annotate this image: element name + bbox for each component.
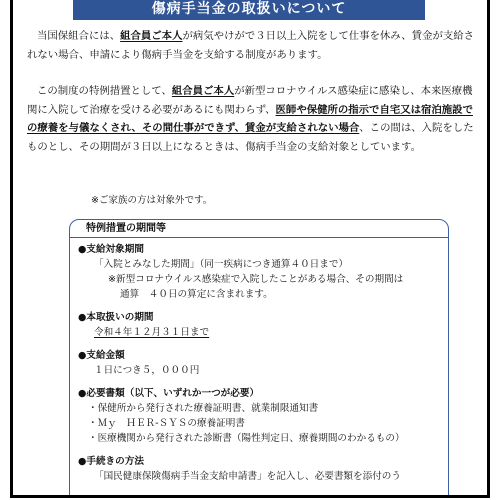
section-amount-line1: １日につき５，０００円	[94, 365, 200, 376]
box-heading: 特例措置の期間等	[70, 220, 448, 238]
section-duration-line1: 令和４年１２月３１日まで	[94, 327, 210, 338]
para2-underline1: 組合員ご本人	[171, 85, 235, 97]
section-period-line3: 通算 ４０日の算定に含まれます。	[120, 289, 273, 300]
section-period-line1: 「入院とみなした期間」（同一疾病につき通算４０日まで）	[94, 259, 349, 270]
section-period-label: ●支給対象期間	[78, 244, 144, 255]
section-documents-line2: ・Ｍｙ ＨＥＲ-ＳＹＳの療養証明書	[88, 418, 245, 429]
para2-rest: 、この間は、入院をしたものとし、その期間が３日以上になるときは、傷病手当金の支給対象としています。	[27, 122, 474, 153]
section-documents-label: ●必要書類（以下、いずれか一つが必要）	[78, 388, 260, 399]
section-period-line2: ※新型コロナウイルス感染症で入院したことがある場合、その期間は	[108, 274, 404, 285]
section-documents-line1: ・保健所から発行された療養証明書、就業制限通知書	[88, 403, 319, 414]
section-amount-label: ●支給金額	[78, 350, 125, 361]
section-procedure-label: ●手続きの方法	[78, 456, 144, 467]
intro-paragraph	[27, 27, 475, 64]
para1-underline: 組合員ご本人	[120, 30, 183, 42]
section-documents-line3: ・医療機関から発行された診断書（陽性判定日、療養期間のわかるもの）	[88, 433, 405, 444]
para2-mid: が新型コロナウイルス感染症に感染し、本来医療機関に入院して治療を受ける必要があるにも関わらず、	[27, 85, 473, 116]
special-measure-paragraph	[27, 82, 475, 156]
family-note: ※ご家族の方は対象外です。	[91, 195, 213, 206]
para2-underline2: 医師や保健所の指示で自宅又は宿泊施設での療養を与儀なくされ、その間仕事ができず、賃金が支給されない場合	[27, 103, 473, 134]
document-page	[10, 0, 490, 498]
para1-rest: が病気やけがで３日以上入院をして仕事を休み、賃金が支給されない場合、申請により傷病手当金を支給する制度があります。	[27, 30, 475, 61]
page-title: 傷病手当金の取扱いについて	[73, 0, 425, 20]
section-duration-label: ●本取扱いの期間	[78, 312, 154, 323]
para1-lead: 当国保組合には、	[37, 30, 121, 42]
section-procedure-line1: 「国民健康保険傷病手当金支給申請書」を記入し、必要書類を添付のう	[94, 471, 401, 482]
special-measure-box	[69, 219, 449, 498]
box-body	[78, 242, 438, 484]
para2-lead: この制度の特例措置として、	[37, 85, 172, 97]
